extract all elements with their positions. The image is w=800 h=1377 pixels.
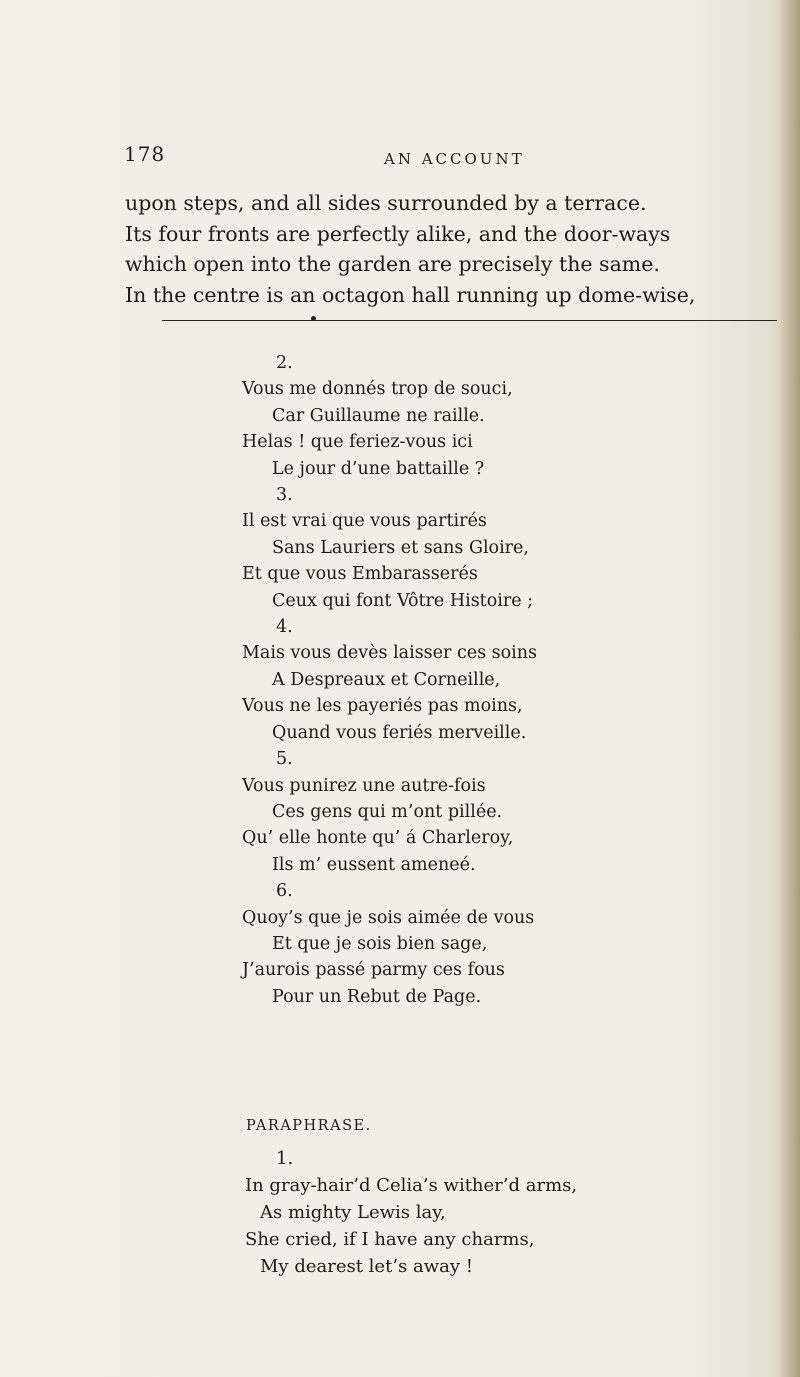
- stanza-number: 5.: [276, 749, 293, 770]
- verse-line: Ceux qui font Vôtre Histoire ;: [272, 590, 534, 611]
- paraphrase-poem: [0, 1145, 800, 1280]
- verse-line: Qu’ elle honte qu’ á Charleroy,: [242, 828, 514, 849]
- verse-line: Et que je sois bien sage,: [272, 933, 488, 954]
- verse-line: Sans Lauriers et sans Gloire,: [272, 537, 529, 558]
- stanza: [0, 614, 800, 746]
- stanza-number: 3.: [276, 485, 293, 506]
- verse-line: Helas ! que feriez-vous ici: [242, 432, 473, 453]
- verse-line: Ces gens qui m’ont pillée.: [272, 801, 503, 822]
- verse-line: A Despreaux et Corneille,: [272, 669, 501, 690]
- verse-line: Et que vous Embarasserés: [242, 564, 478, 585]
- verse-line: J’aurois passé parmy ces fous: [242, 960, 505, 981]
- prose-line: which open into the garden are precisely the same.: [125, 252, 660, 276]
- prose-paragraph: [125, 188, 775, 310]
- prose-line: Its four fronts are perfectly alike, and the door-ways: [125, 221, 671, 246]
- prose-line: In the centre is an octagon hall running up dome-wise,: [125, 282, 696, 307]
- stanza-number: 2.: [276, 353, 293, 373]
- verse-line: Quoy’s que je sois aimée de vous: [242, 907, 535, 928]
- verse-line: Vous me donnés trop de souci,: [242, 379, 513, 400]
- page-number: 178: [124, 142, 166, 166]
- verse-line: She cried, if I have any charms,: [245, 1229, 535, 1250]
- french-poem: [0, 350, 800, 1010]
- stanza: [0, 746, 800, 878]
- prose-line: upon steps, and all sides surrounded by a terrace.: [125, 191, 647, 215]
- divider-dot: [311, 316, 316, 321]
- verse-line: As mighty Lewis lay,: [260, 1202, 446, 1223]
- verse-line: In gray-hair’d Celia’s wither’d arms,: [245, 1175, 578, 1196]
- stanza: [0, 482, 800, 614]
- verse-line: Quand vous feriés merveille.: [272, 722, 527, 743]
- section-divider: [162, 320, 777, 321]
- stanza-number: 1.: [276, 1148, 294, 1169]
- verse-line: Le jour d’une battaille ?: [272, 458, 485, 479]
- verse-line: Vous ne les payeriés pas moins,: [242, 696, 523, 717]
- verse-line: Vous punirez une autre-fois: [242, 775, 486, 796]
- running-head: AN ACCOUNT: [384, 150, 525, 168]
- verse-line: Car Guillaume ne raille.: [272, 405, 485, 426]
- verse-line: Il est vrai que vous partirés: [242, 511, 487, 532]
- paraphrase-heading: PARAPHRASE.: [246, 1118, 372, 1134]
- verse-line: Ils m’ eussent ameneé.: [272, 854, 476, 875]
- stanza: [0, 350, 800, 482]
- verse-line: Mais vous devès laisser ces soins: [242, 643, 538, 664]
- verse-line: Pour un Rebut de Page.: [272, 986, 482, 1007]
- stanza-number: 4.: [276, 617, 293, 638]
- stanza-number: 6.: [276, 881, 293, 902]
- stanza: [0, 878, 800, 1010]
- verse-line: My dearest let’s away !: [260, 1256, 473, 1277]
